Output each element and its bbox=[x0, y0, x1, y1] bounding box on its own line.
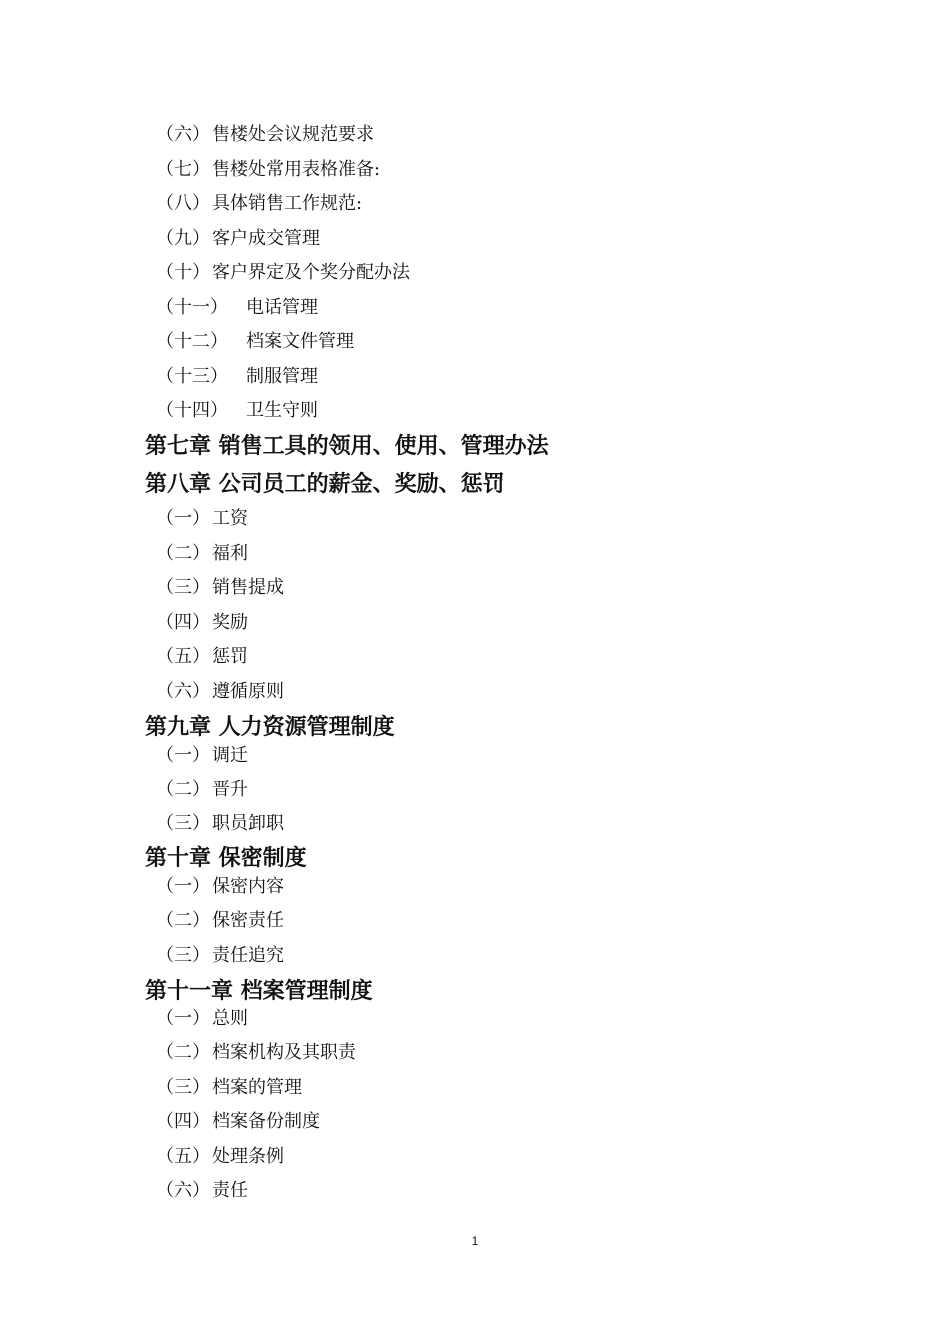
item-title: 电话管理 bbox=[246, 297, 318, 318]
item-title: 售楼处常用表格准备: bbox=[212, 159, 381, 180]
item-number: （一） bbox=[156, 508, 210, 529]
item-number: （三） bbox=[156, 577, 210, 598]
item-title: 卫生守则 bbox=[246, 400, 318, 421]
toc-item bbox=[156, 153, 380, 187]
item-title: 晋升 bbox=[212, 779, 248, 800]
toc-item bbox=[156, 291, 318, 325]
item-number: （九） bbox=[156, 228, 210, 249]
toc-item bbox=[156, 640, 248, 674]
chapter-heading: 第七章 销售工具的领用、使用、管理办法 bbox=[145, 434, 549, 459]
item-title: 处理条例 bbox=[212, 1146, 284, 1167]
item-title: 奖励 bbox=[212, 612, 248, 633]
item-title: 制服管理 bbox=[246, 366, 318, 387]
item-title: 责任 bbox=[212, 1180, 248, 1201]
toc-item bbox=[156, 360, 318, 394]
item-title: 客户成交管理 bbox=[212, 228, 320, 249]
item-number: （四） bbox=[156, 1111, 210, 1132]
toc-item bbox=[156, 1140, 284, 1174]
item-number: （二） bbox=[156, 1042, 210, 1063]
item-number: （五） bbox=[156, 646, 210, 667]
toc-item bbox=[156, 939, 284, 973]
chapter-heading: 第十章 保密制度 bbox=[145, 846, 307, 871]
item-number: （二） bbox=[156, 543, 210, 564]
item-number: （十四） bbox=[156, 400, 228, 421]
item-number: （五） bbox=[156, 1146, 210, 1167]
item-title: 具体销售工作规范: bbox=[212, 193, 363, 214]
item-number: （十一） bbox=[156, 297, 228, 318]
item-title: 福利 bbox=[212, 543, 248, 564]
page-number: 1 bbox=[471, 1234, 479, 1248]
toc-item bbox=[156, 1105, 320, 1139]
item-title: 档案机构及其职责 bbox=[212, 1042, 356, 1063]
toc-item bbox=[156, 571, 284, 605]
toc-item bbox=[156, 187, 362, 221]
item-title: 客户界定及个奖分配办法 bbox=[212, 262, 410, 283]
toc-item bbox=[156, 773, 248, 807]
toc-item bbox=[156, 1036, 356, 1070]
item-title: 销售提成 bbox=[212, 577, 284, 598]
toc-item bbox=[156, 118, 374, 152]
item-title: 档案的管理 bbox=[212, 1077, 302, 1098]
chapter-heading: 第八章 公司员工的薪金、奖励、惩罚 bbox=[145, 472, 505, 497]
toc-item bbox=[156, 1174, 248, 1208]
item-title: 档案备份制度 bbox=[212, 1111, 320, 1132]
toc-item bbox=[156, 222, 320, 256]
item-number: （六） bbox=[156, 681, 210, 702]
toc-item bbox=[156, 1002, 248, 1036]
item-title: 总则 bbox=[212, 1008, 248, 1029]
item-title: 售楼处会议规范要求 bbox=[212, 124, 374, 145]
item-number: （十三） bbox=[156, 366, 228, 387]
item-title: 责任追究 bbox=[212, 945, 284, 966]
item-number: （十二） bbox=[156, 331, 228, 352]
item-number: （六） bbox=[156, 124, 210, 145]
chapter-heading: 第九章 人力资源管理制度 bbox=[145, 715, 395, 740]
item-number: （四） bbox=[156, 612, 210, 633]
toc-item bbox=[156, 606, 248, 640]
toc-item bbox=[156, 1071, 302, 1105]
item-title: 职员卸职 bbox=[212, 813, 284, 834]
toc-item bbox=[156, 739, 248, 773]
item-title: 保密责任 bbox=[212, 910, 284, 931]
item-number: （一） bbox=[156, 745, 210, 766]
toc-item bbox=[156, 675, 284, 709]
item-number: （一） bbox=[156, 1008, 210, 1029]
item-number: （一） bbox=[156, 876, 210, 897]
toc-item bbox=[156, 325, 354, 359]
toc-item bbox=[156, 256, 410, 290]
toc-item bbox=[156, 870, 284, 904]
item-number: （八） bbox=[156, 193, 210, 214]
item-title: 遵循原则 bbox=[212, 681, 284, 702]
item-number: （三） bbox=[156, 1077, 210, 1098]
item-number: （六） bbox=[156, 1180, 210, 1201]
item-title: 调迁 bbox=[212, 745, 248, 766]
toc-item bbox=[156, 904, 284, 938]
chapter-heading: 第十一章 档案管理制度 bbox=[145, 979, 373, 1004]
item-number: （三） bbox=[156, 813, 210, 834]
item-title: 工资 bbox=[212, 508, 248, 529]
item-number: （二） bbox=[156, 779, 210, 800]
item-title: 惩罚 bbox=[212, 646, 248, 667]
toc-item bbox=[156, 502, 248, 536]
item-number: （三） bbox=[156, 945, 210, 966]
item-title: 档案文件管理 bbox=[246, 331, 354, 352]
toc-item bbox=[156, 807, 284, 841]
toc-item bbox=[156, 537, 248, 571]
item-number: （二） bbox=[156, 910, 210, 931]
item-number: （十） bbox=[156, 262, 210, 283]
toc-item bbox=[156, 394, 318, 428]
item-title: 保密内容 bbox=[212, 876, 284, 897]
item-number: （七） bbox=[156, 159, 210, 180]
